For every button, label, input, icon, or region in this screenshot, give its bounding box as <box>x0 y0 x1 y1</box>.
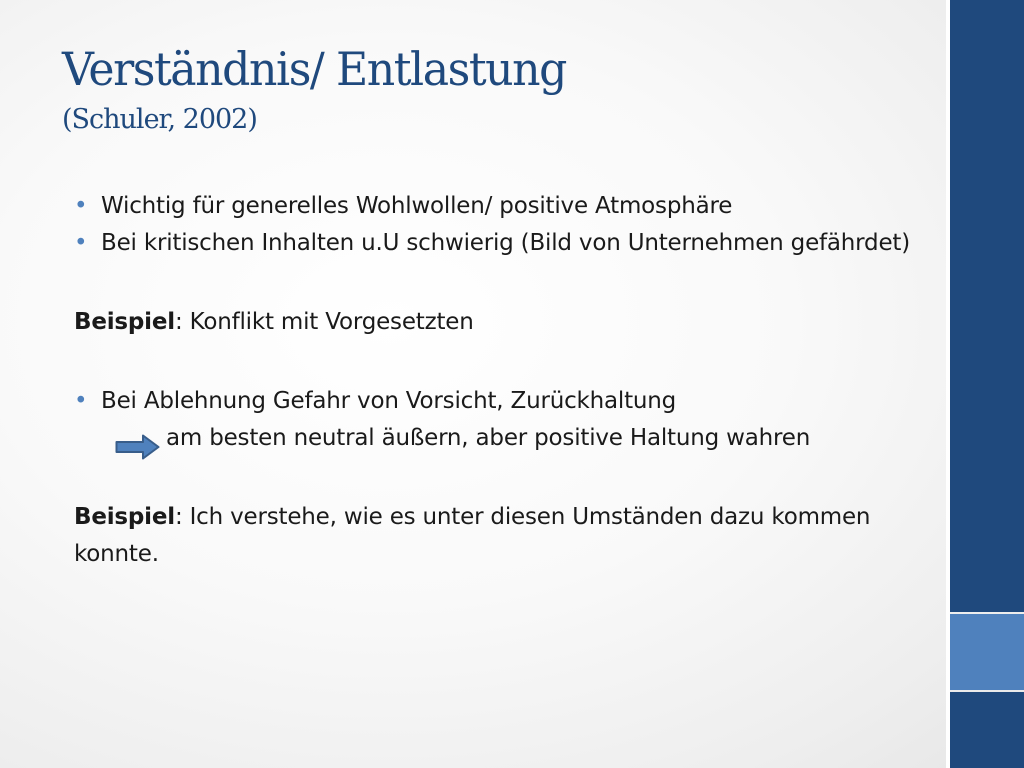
bullet-marker: • <box>74 388 88 414</box>
bullet-item-1 <box>74 188 934 225</box>
side-band-light-block <box>950 614 1024 690</box>
slide-title: Verständnis/ Entlastung <box>62 42 566 96</box>
spacer <box>74 262 934 304</box>
example-line-2 <box>74 499 934 573</box>
slide-subtitle: (Schuler, 2002) <box>62 104 257 135</box>
example-text: : Konflikt mit Vorgesetzten <box>174 309 474 335</box>
arrow-item <box>74 420 934 457</box>
bullet-text: Bei kritischen Inhalten u.U schwierig (Bild von Unternehmen gefährdet) <box>101 230 910 256</box>
example-line-1 <box>74 304 934 341</box>
bullet-text: Wichtig für generelles Wohlwollen/ positive Atmosphäre <box>101 193 733 219</box>
arrow-shape <box>117 436 159 459</box>
spacer <box>74 457 934 499</box>
example-text: : Ich verstehe, wie es unter diesen Umständen dazu kommen konnte. <box>74 504 871 567</box>
slide-title-block <box>62 42 587 135</box>
bullet-item-3 <box>74 383 934 420</box>
right-arrow-icon <box>115 434 160 460</box>
bullet-text: Bei Ablehnung Gefahr von Vorsicht, Zurückhaltung <box>101 388 677 414</box>
slide-body <box>74 188 934 573</box>
bullet-marker: • <box>74 230 88 256</box>
decorative-side-band <box>946 0 1024 768</box>
example-label: Beispiel <box>74 504 175 530</box>
spacer <box>74 341 934 383</box>
example-label: Beispiel <box>74 309 175 335</box>
bullet-marker: • <box>74 193 88 219</box>
side-band-dark-top <box>950 0 1024 612</box>
arrow-text: am besten neutral äußern, aber positive Haltung wahren <box>166 425 811 451</box>
bullet-item-2 <box>74 225 934 262</box>
side-band-dark-bottom <box>950 692 1024 768</box>
